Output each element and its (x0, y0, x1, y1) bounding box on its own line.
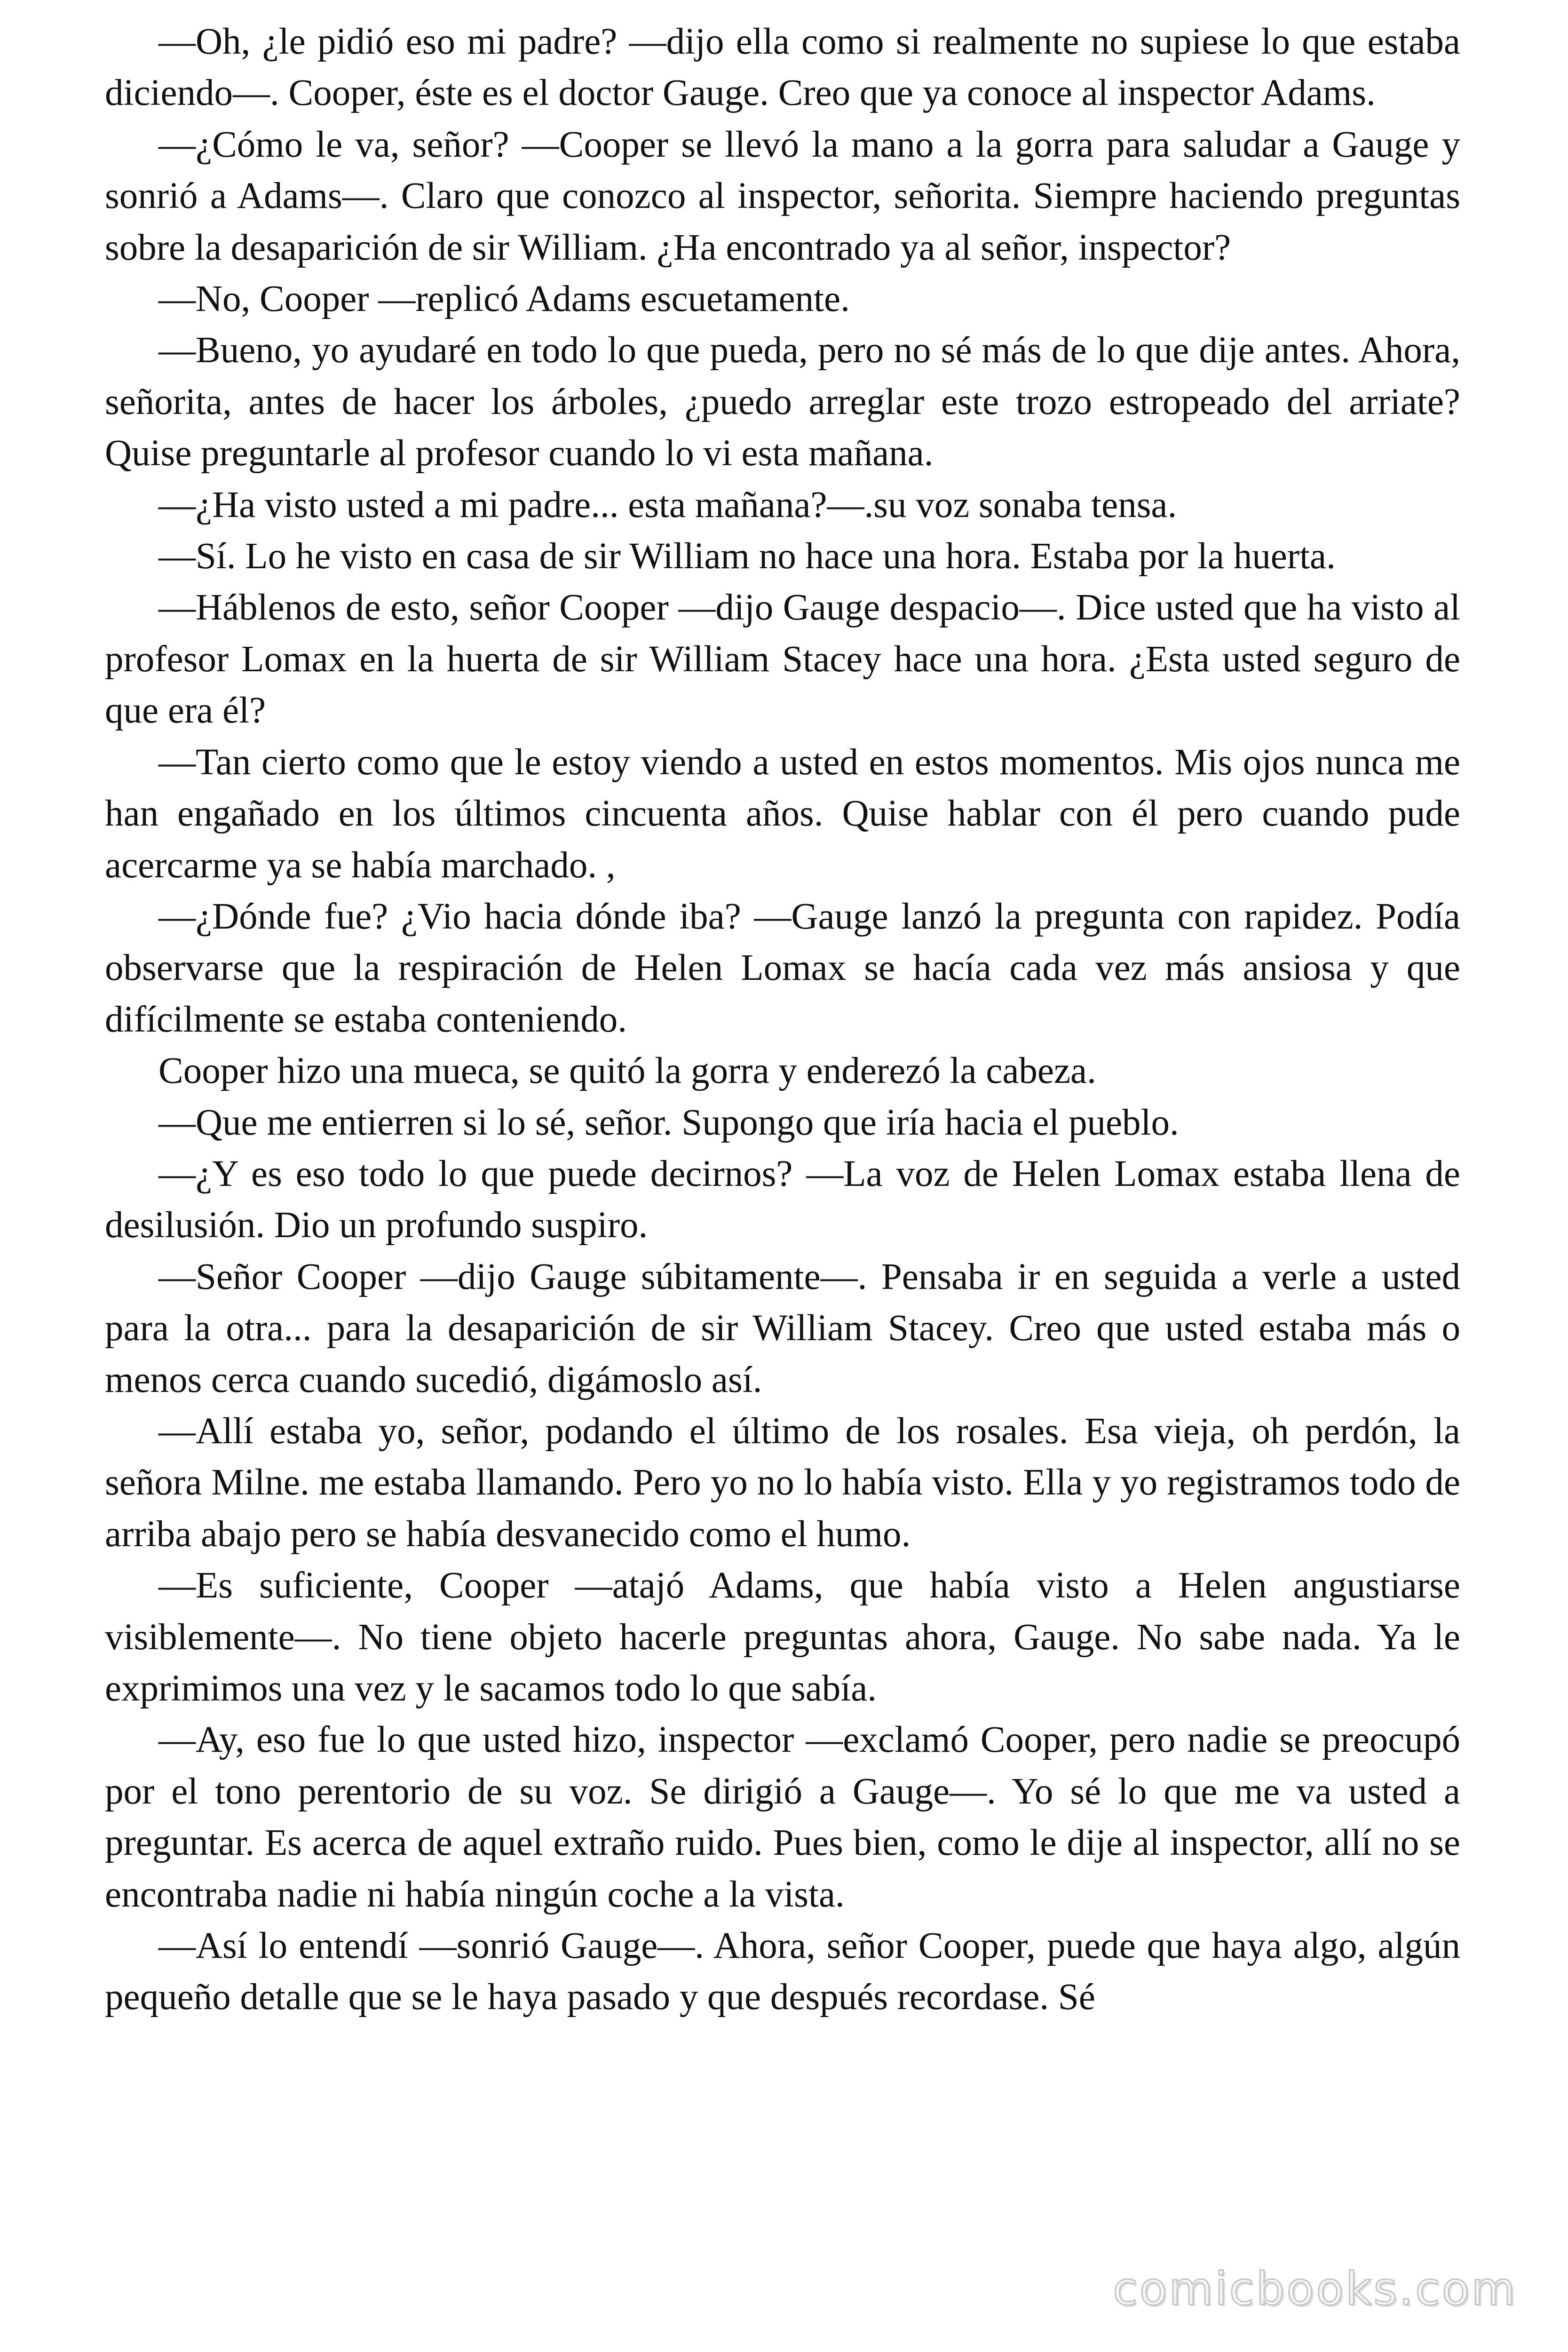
paragraph: —¿Ha visto usted a mi padre... esta mañana?—.su voz sonaba tensa. (158, 484, 1177, 525)
paragraph: —Señor Cooper —dijo Gauge súbitamente—. Pensaba ir en seguida a verle a usted para la otra... para la desaparición de sir William Stacey. Creo que usted estaba más o menos cerca cuando sucedió, digámoslo así. (105, 1256, 1460, 1400)
paragraph: —¿Dónde fue? ¿Vio hacia dónde iba? —Gauge lanzó la pregunta con rapidez. Podía observarse que la respiración de Helen Lomax se hacía cada vez más ansiosa y que difícilmente se estaba conteniendo. (105, 896, 1460, 1040)
paragraph: —Que me entierren si lo sé, señor. Supongo que iría hacia el pueblo. (158, 1102, 1179, 1143)
paragraph: —Así lo entendí —sonrió Gauge—. Ahora, señor Cooper, puede que haya algo, algún pequeño detalle que se le haya pasado y que después recordase. Sé (105, 1925, 1460, 2018)
paragraph: —Sí. Lo he visto en casa de sir William no hace una hora. Estaba por la huerta. (158, 536, 1336, 577)
paragraph: —Háblenos de esto, señor Cooper —dijo Gauge despacio—. Dice usted que ha visto al profesor Lomax en la huerta de sir William Stacey hace una hora. ¿Esta usted seguro de que era él? (105, 587, 1460, 731)
paragraph: —No, Cooper —replicó Adams escuetamente. (158, 278, 850, 320)
paragraph: Cooper hizo una mueca, se quitó la gorra y enderezó la cabeza. (158, 1050, 1096, 1092)
paragraph: —¿Y es eso todo lo que puede decirnos? —La voz de Helen Lomax estaba llena de desilusión. Dio un profundo suspiro. (105, 1153, 1460, 1246)
paragraph: —Tan cierto como que le estoy viendo a usted en estos momentos. Mis ojos nunca me han engañado en los últimos cincuenta años. Quise hablar con él pero cuando pude acercarme ya se había marchado. , (105, 741, 1460, 886)
book-page (105, 16, 1460, 2023)
paragraph: —Es suficiente, Cooper —atajó Adams, que había visto a Helen angustiarse visiblemente—. No tiene objeto hacerle preguntas ahora, Gauge. No sabe nada. Ya le exprimimos una vez y le sacamos todo lo que sabía. (105, 1565, 1460, 1709)
paragraph: —Allí estaba yo, señor, podando el último de los rosales. Esa vieja, oh perdón, la señora Milne. me estaba llamando. Pero yo no lo había visto. Ella y yo registramos todo de arriba abajo pero se había desvanecido como el humo. (105, 1410, 1460, 1555)
paragraph: —¿Cómo le va, señor? —Cooper se llevó la mano a la gorra para saludar a Gauge y sonrió a Adams—. Claro que conozco al inspector, señorita. Siempre haciendo preguntas sobre la desaparición de sir William. ¿Ha encontrado ya al señor, inspector? (105, 124, 1460, 268)
paragraph: —Oh, ¿le pidió eso mi padre? —dijo ella como si realmente no supiese lo que estaba diciendo—. Cooper, éste es el doctor Gauge. Creo que ya conoce al inspector Adams. (105, 21, 1460, 114)
paragraph: —Ay, eso fue lo que usted hizo, inspector —exclamó Cooper, pero nadie se preocupó por el tono perentorio de su voz. Se dirigió a Gauge—. Yo sé lo que me va usted a preguntar. Es acerca de aquel extraño ruido. Pues bien, como le dije al inspector, allí no se encontraba nadie ni había ningún coche a la vista. (105, 1719, 1460, 1915)
watermark-text: comicbooks.com (1112, 2263, 1517, 2315)
paragraph: —Bueno, yo ayudaré en todo lo que pueda, pero no sé más de lo que dije antes. Ahora, señorita, antes de hacer los árboles, ¿puedo arreglar este trozo estropeado del arriate? Quise preguntarle al profesor cuando lo vi esta mañana. (105, 330, 1460, 474)
